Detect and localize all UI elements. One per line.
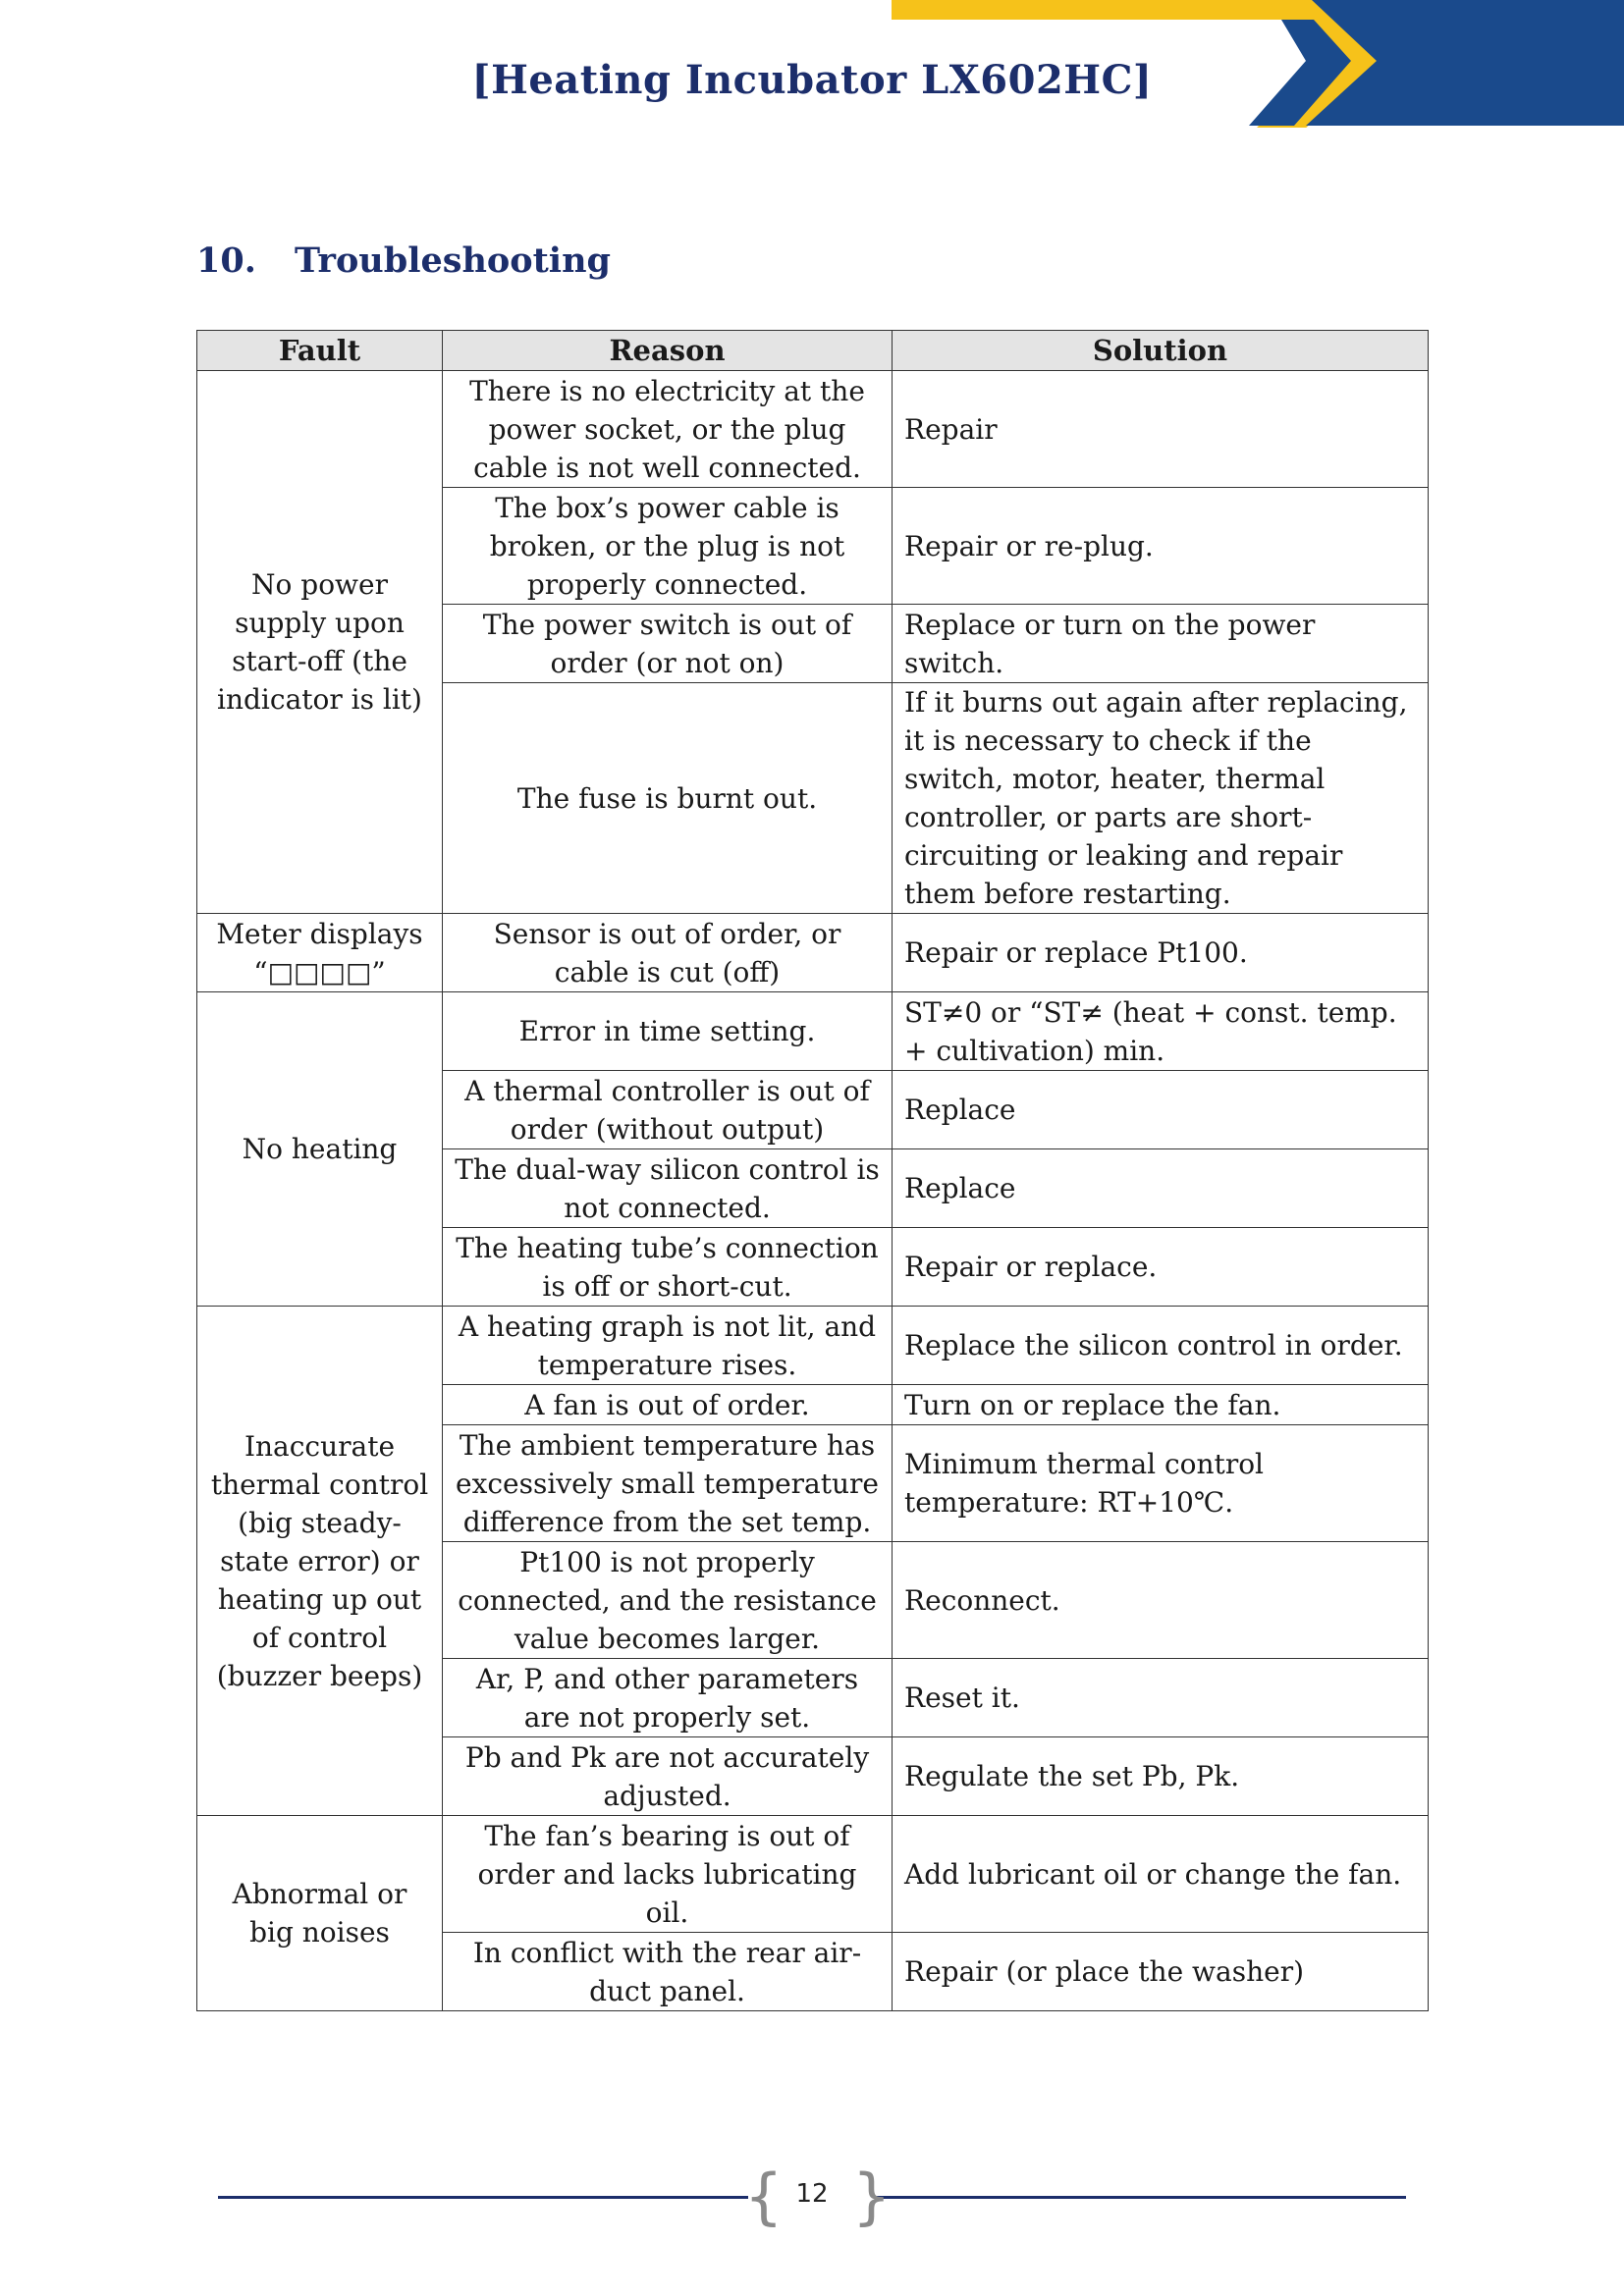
- reason-cell: Sensor is out of order, or cable is cut (off): [443, 914, 893, 992]
- reason-cell: The ambient temperature has excessively small temperature difference from the set temp.: [443, 1425, 893, 1542]
- solution-cell: Regulate the set Pb, Pk.: [893, 1737, 1429, 1816]
- solution-cell: Reset it.: [893, 1659, 1429, 1737]
- table-row: [197, 1307, 1429, 1385]
- solution-cell: Repair or re-plug.: [893, 488, 1429, 605]
- solution-cell: Replace: [893, 1149, 1429, 1228]
- reason-cell: The fuse is burnt out.: [443, 683, 893, 914]
- solution-cell: If it burns out again after replacing, it is necessary to check if the switch, motor, heater, thermal controller, or parts are short-circuiting or leaking and repair them before restarting.: [893, 683, 1429, 914]
- reason-cell: Ar, P, and other parameters are not properly set.: [443, 1659, 893, 1737]
- fault-cell: No power supply upon start-off (the indicator is lit): [197, 371, 443, 914]
- reason-cell: A thermal controller is out of order (without output): [443, 1071, 893, 1149]
- right-brace-icon: }: [852, 2161, 892, 2232]
- fault-cell: Meter displays “□□□□”: [197, 914, 443, 992]
- reason-cell: Error in time setting.: [443, 992, 893, 1071]
- column-header-fault: Fault: [197, 331, 443, 371]
- table-row: [197, 1816, 1429, 1933]
- table-row: [197, 371, 1429, 488]
- table-header-row: [197, 331, 1429, 371]
- solution-cell: Minimum thermal control temperature: RT+10℃.: [893, 1425, 1429, 1542]
- section-title: Troubleshooting: [295, 240, 611, 281]
- solution-cell: Repair: [893, 371, 1429, 488]
- table-row: [197, 992, 1429, 1071]
- reason-cell: In conflict with the rear air-duct panel.: [443, 1933, 893, 2011]
- troubleshooting-table: [196, 330, 1429, 2011]
- reason-cell: Pb and Pk are not accurately adjusted.: [443, 1737, 893, 1816]
- solution-cell: Add lubricant oil or change the fan.: [893, 1816, 1429, 1933]
- solution-cell: ST≠0 or “ST≠ (heat + const. temp. + cultivation) min.: [893, 992, 1429, 1071]
- fault-cell: Inaccurate thermal control (big steady-state error) or heating up out of control (buzzer beeps): [197, 1307, 443, 1816]
- reason-cell: A heating graph is not lit, and temperature rises.: [443, 1307, 893, 1385]
- reason-cell: The box’s power cable is broken, or the plug is not properly connected.: [443, 488, 893, 605]
- solution-cell: Repair or replace.: [893, 1228, 1429, 1307]
- table-row: [197, 914, 1429, 992]
- fault-cell: No heating: [197, 992, 443, 1307]
- column-header-solution: Solution: [893, 331, 1429, 371]
- solution-cell: Repair (or place the washer): [893, 1933, 1429, 2011]
- column-header-reason: Reason: [443, 331, 893, 371]
- reason-cell: Pt100 is not properly connected, and the resistance value becomes larger.: [443, 1542, 893, 1659]
- section-number: 10.: [196, 240, 256, 281]
- footer-rule-right: [874, 2196, 1406, 2199]
- left-brace-icon: {: [744, 2161, 784, 2232]
- solution-cell: Replace the silicon control in order.: [893, 1307, 1429, 1385]
- document-title: [Heating Incubator LX602HC]: [471, 57, 1153, 103]
- reason-cell: The fan’s bearing is out of order and lacks lubricating oil.: [443, 1816, 893, 1933]
- solution-cell: Replace or turn on the power switch.: [893, 605, 1429, 683]
- header-gold-band: [892, 0, 1304, 20]
- reason-cell: A fan is out of order.: [443, 1385, 893, 1425]
- solution-cell: Reconnect.: [893, 1542, 1429, 1659]
- reason-cell: There is no electricity at the power socket, or the plug cable is not well connected.: [443, 371, 893, 488]
- fault-cell: Abnormal or big noises: [197, 1816, 443, 2011]
- page-number: 12: [795, 2179, 829, 2209]
- section-heading: [196, 240, 611, 281]
- solution-cell: Turn on or replace the fan.: [893, 1385, 1429, 1425]
- footer-rule-left: [218, 2196, 748, 2199]
- solution-cell: Replace: [893, 1071, 1429, 1149]
- reason-cell: The power switch is out of order (or not on): [443, 605, 893, 683]
- solution-cell: Repair or replace Pt100.: [893, 914, 1429, 992]
- reason-cell: The heating tube’s connection is off or short-cut.: [443, 1228, 893, 1307]
- reason-cell: The dual-way silicon control is not connected.: [443, 1149, 893, 1228]
